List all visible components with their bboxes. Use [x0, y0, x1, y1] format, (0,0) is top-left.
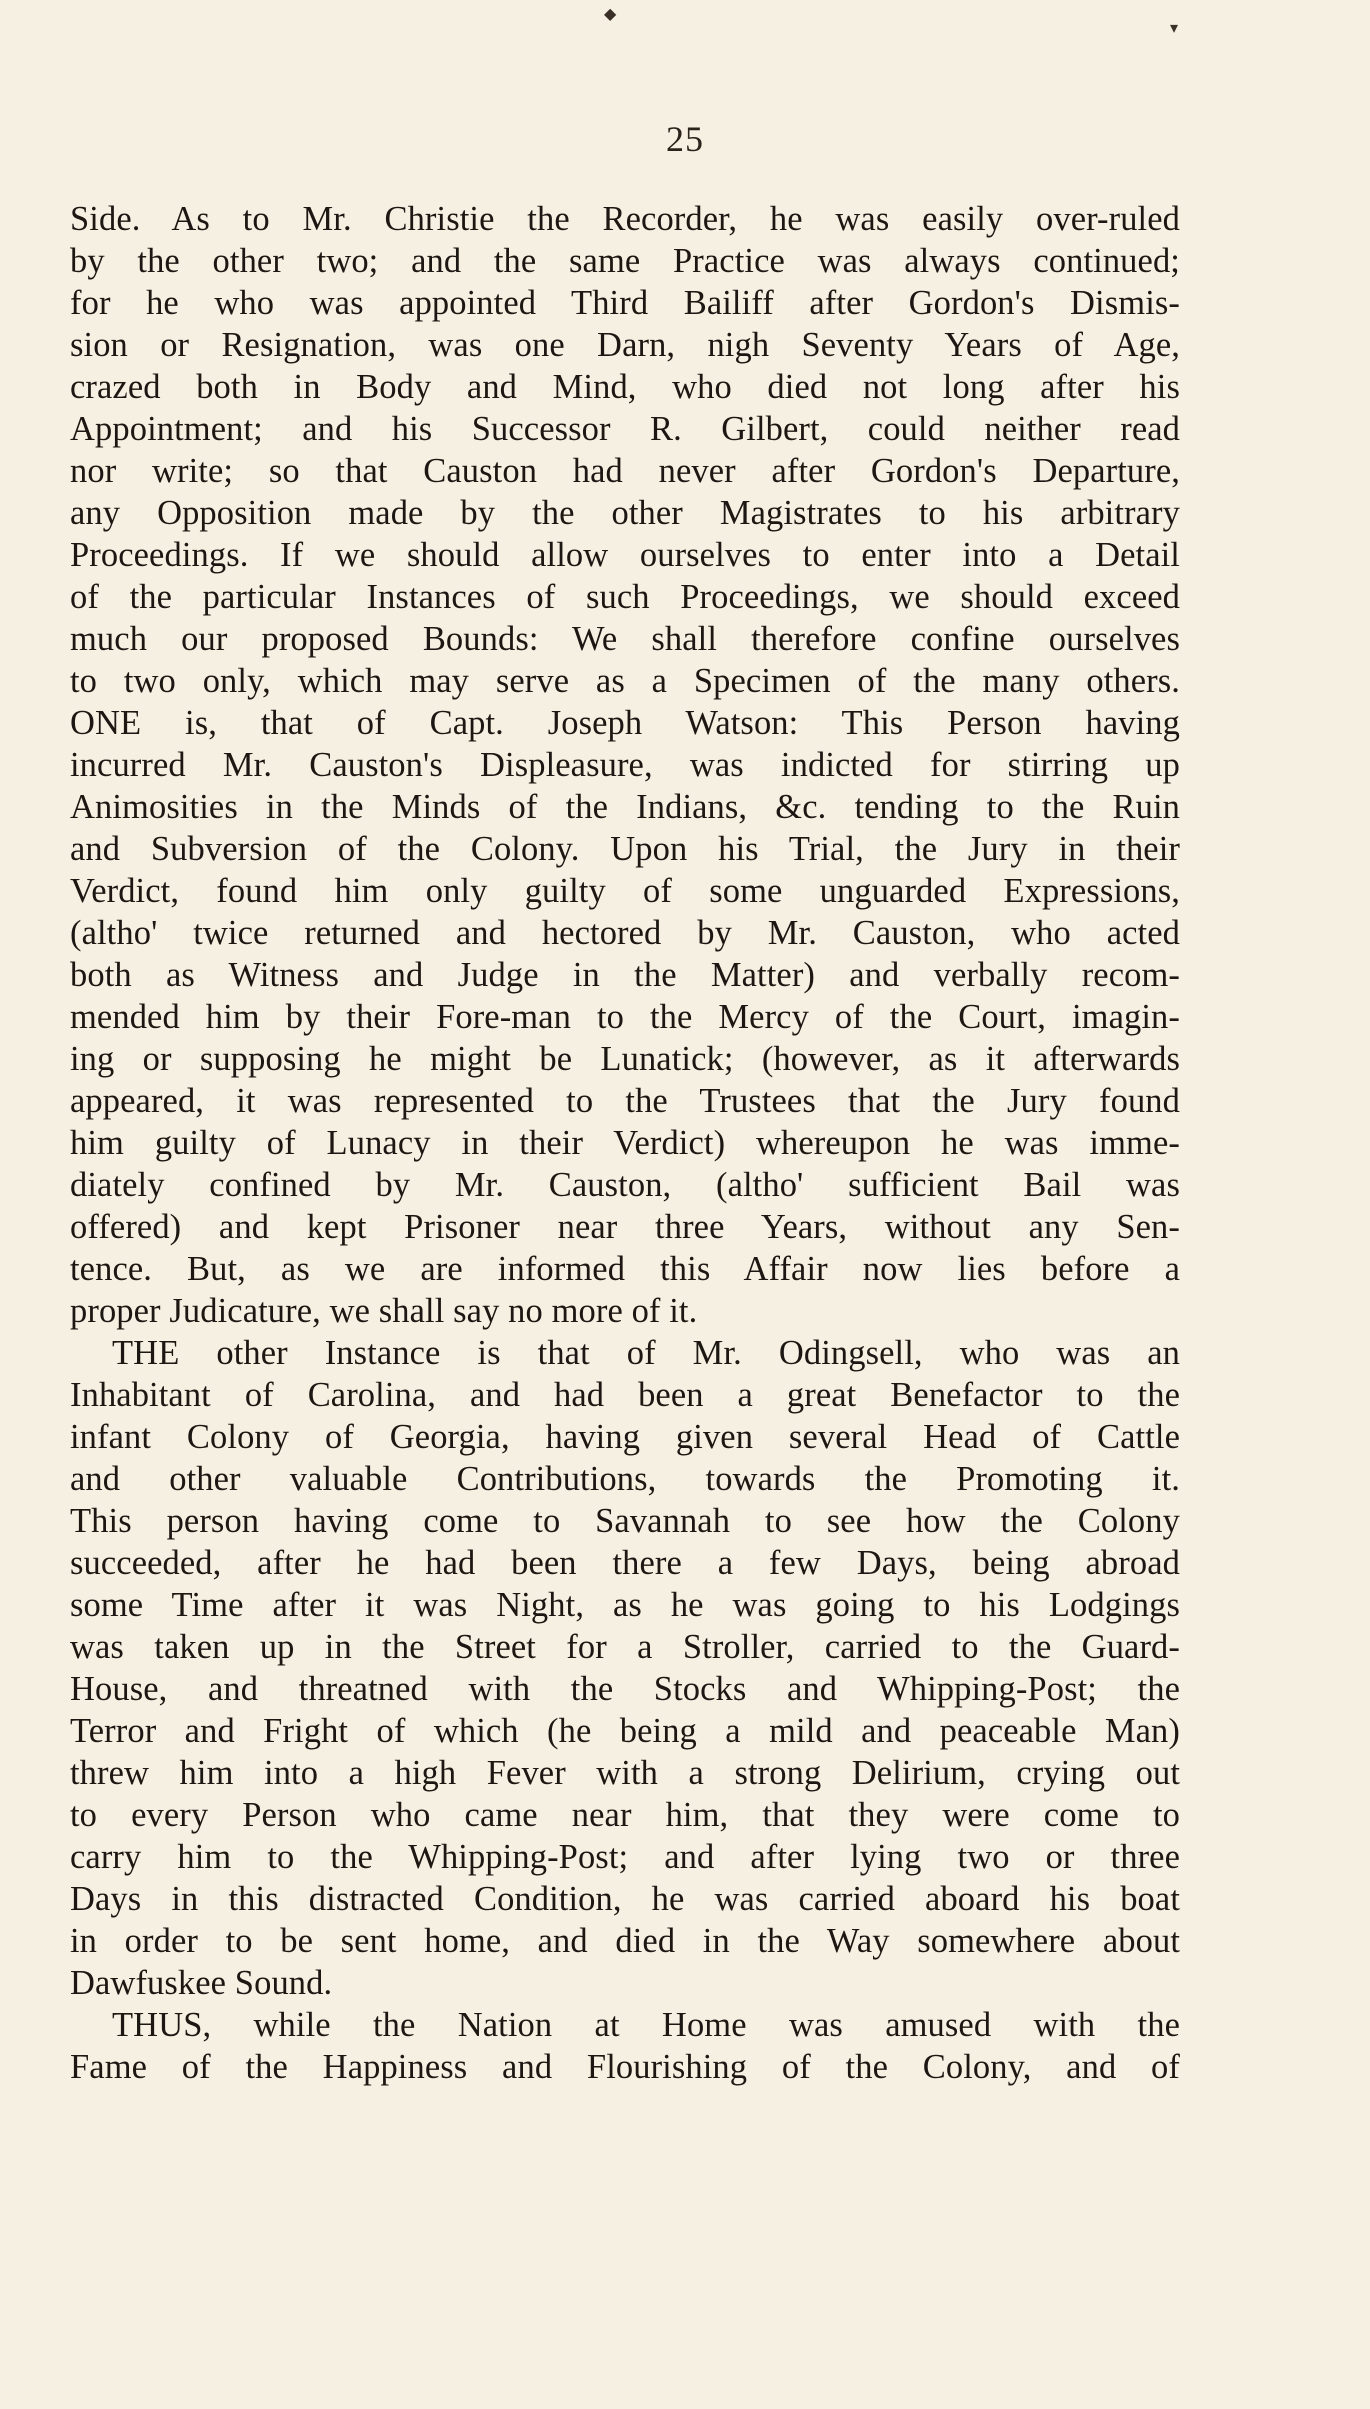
text-line-43: Dawfuskee Sound. [70, 1964, 333, 2002]
text-line-8: any Opposition made by the other Magistrates to his arbitrary [70, 494, 1180, 532]
text-line-16: and Subversion of the Colony. Upon his Trial, the Jury in their [70, 830, 1180, 868]
text-line-7: nor write; so that Causton had never after Gordon's Departure, [70, 452, 1180, 490]
text-line-33: succeeded, after he had been there a few Days, being abroad [70, 1544, 1180, 1582]
text-line-45: Fame of the Happiness and Flourishing of the Colony, and of [70, 2048, 1180, 2086]
text-line-24: diately confined by Mr. Causton, (altho' sufficient Bail was [70, 1166, 1180, 1204]
text-line-22: appeared, it was represented to the Trustees that the Jury found [70, 1082, 1180, 1120]
text-line-40: carry him to the Whipping-Post; and after lying two or three [70, 1838, 1180, 1876]
text-line-6: Appointment; and his Successor R. Gilbert, could neither read [70, 410, 1180, 448]
text-line-38: threw him into a high Fever with a strong Delirium, crying out [70, 1754, 1180, 1792]
text-line-31: and other valuable Contributions, towards the Promoting it. [70, 1460, 1180, 1498]
text-line-9: Proceedings. If we should allow ourselves to enter into a Detail [70, 536, 1180, 574]
text-line-34: some Time after it was Night, as he was going to his Lodgings [70, 1586, 1180, 1624]
text-line-23: him guilty of Lunacy in their Verdict) whereupon he was imme- [70, 1124, 1180, 1162]
text-line-25: offered) and kept Prisoner near three Years, without any Sen- [70, 1208, 1180, 1246]
text-line-5: crazed both in Body and Mind, who died not long after his [70, 368, 1180, 406]
text-line-19: both as Witness and Judge in the Matter) and verbally recom- [70, 956, 1180, 994]
text-line-20: mended him by their Fore-man to the Mercy of the Court, imagin- [70, 998, 1180, 1036]
text-line-28: THE other Instance is that of Mr. Odingsell, who was an [112, 1334, 1180, 1372]
text-line-10: of the particular Instances of such Proceedings, we should exceed [70, 578, 1180, 616]
text-line-1: Side. As to Mr. Christie the Recorder, he was easily over-ruled [70, 200, 1180, 238]
text-line-2: by the other two; and the same Practice was always continued; [70, 242, 1180, 280]
text-line-11: much our proposed Bounds: We shall therefore confine ourselves [70, 620, 1180, 658]
text-line-37: Terror and Fright of which (he being a mild and peaceable Man) [70, 1712, 1180, 1750]
corner-ink-mark: ▾ [1170, 20, 1179, 37]
text-line-12: to two only, which may serve as a Specimen of the many others. [70, 662, 1180, 700]
text-line-4: sion or Resignation, was one Darn, nigh Seventy Years of Age, [70, 326, 1180, 364]
text-line-14: incurred Mr. Causton's Displeasure, was indicted for stirring up [70, 746, 1180, 784]
body-text [70, 198, 1180, 2088]
text-line-39: to every Person who came near him, that they were come to [70, 1796, 1180, 1834]
page-number: 25 [666, 119, 704, 159]
text-line-29: Inhabitant of Carolina, and had been a great Benefactor to the [70, 1376, 1180, 1414]
text-line-13: ONE is, that of Capt. Joseph Watson: This Person having [70, 704, 1180, 742]
text-line-30: infant Colony of Georgia, having given several Head of Cattle [70, 1418, 1180, 1456]
text-line-44: THUS, while the Nation at Home was amused with the [112, 2006, 1180, 2044]
text-line-32: This person having come to Savannah to see how the Colony [70, 1502, 1180, 1540]
text-line-21: ing or supposing he might be Lunatick; (however, as it afterwards [70, 1040, 1180, 1078]
text-line-42: in order to be sent home, and died in the Way somewhere about [70, 1922, 1180, 1960]
text-line-27: proper Judicature, we shall say no more of it. [70, 1292, 698, 1330]
text-line-41: Days in this distracted Condition, he was carried aboard his boat [70, 1880, 1180, 1918]
top-ink-speck: ◆ [604, 6, 617, 23]
text-line-18: (altho' twice returned and hectored by Mr. Causton, who acted [70, 914, 1180, 952]
text-line-15: Animosities in the Minds of the Indians, &c. tending to the Ruin [70, 788, 1180, 826]
text-line-3: for he who was appointed Third Bailiff after Gordon's Dismis- [70, 284, 1180, 322]
text-line-17: Verdict, found him only guilty of some unguarded Expressions, [70, 872, 1180, 910]
text-line-35: was taken up in the Street for a Stroller, carried to the Guard- [70, 1628, 1180, 1666]
text-line-26: tence. But, as we are informed this Affair now lies before a [70, 1250, 1180, 1288]
text-line-36: House, and threatned with the Stocks and Whipping-Post; the [70, 1670, 1180, 1708]
